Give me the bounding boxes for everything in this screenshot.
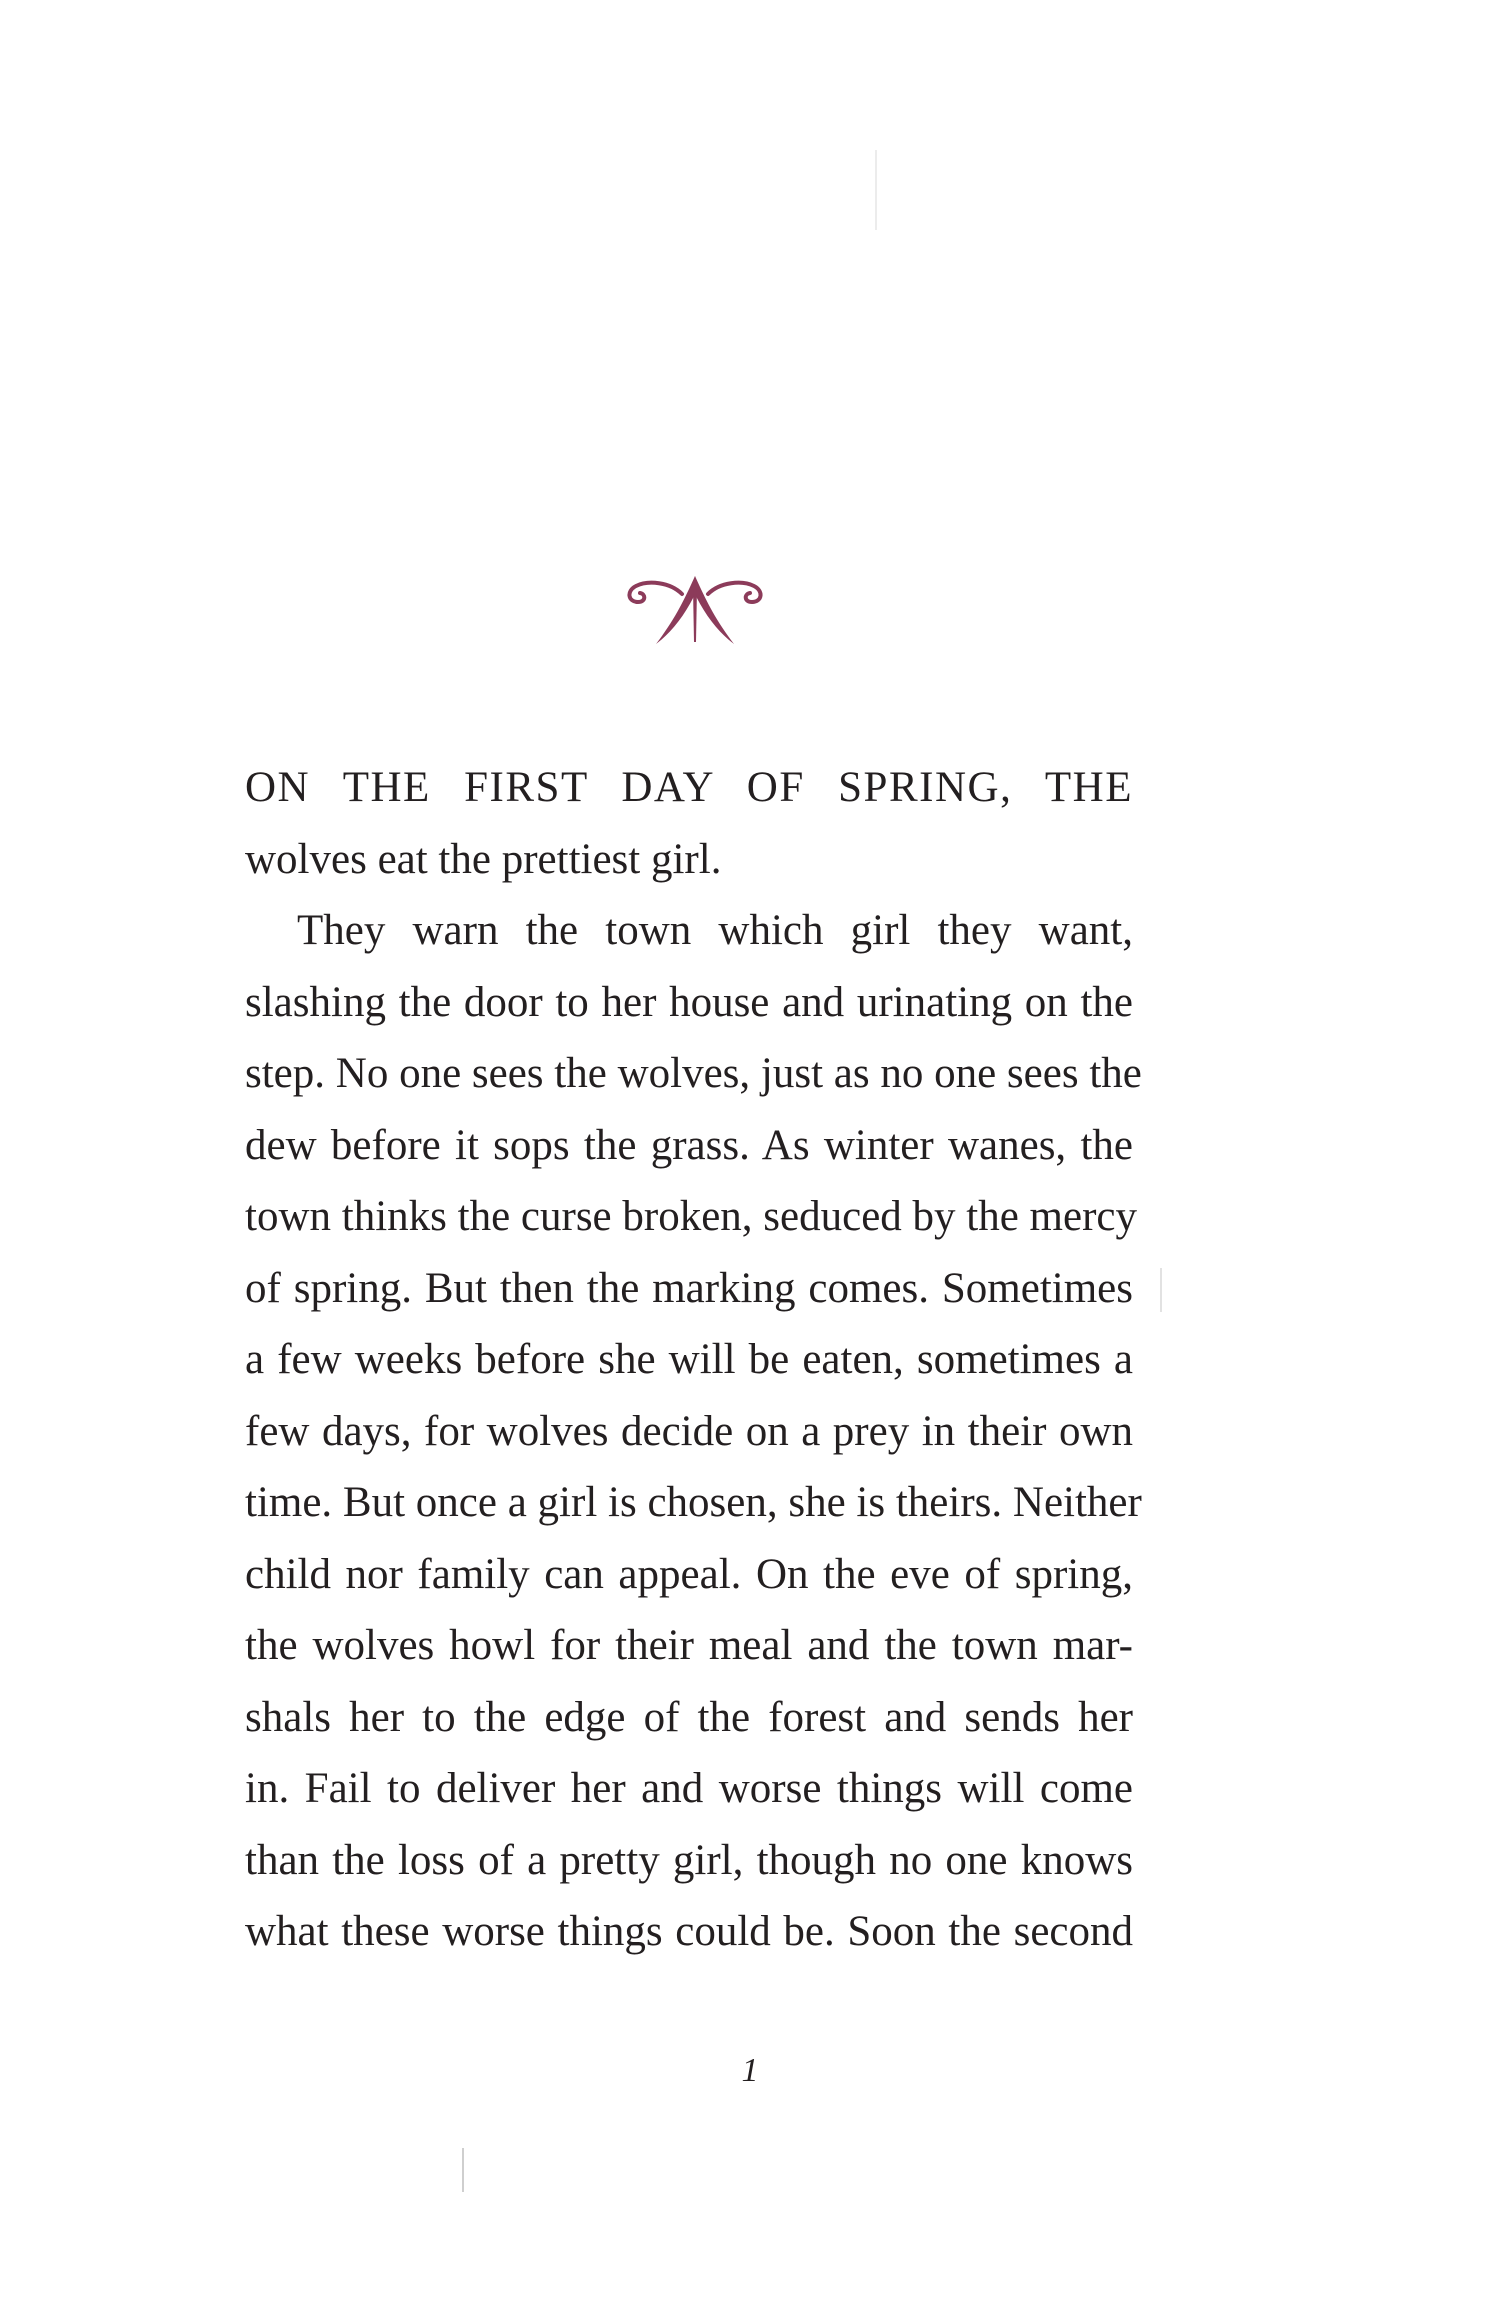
- text-line-11: time. But once a girl is chosen, she is theirs. Neither: [245, 1479, 1142, 1526]
- text-line-4: slashing the door to her house and urinating on the: [245, 978, 1133, 1026]
- text-line-10: few days, for wolves decide on a prey in their own: [245, 1407, 1133, 1455]
- scan-speck: [875, 150, 877, 230]
- text-line-7: town thinks the curse broken, seduced by the mercy: [245, 1193, 1137, 1240]
- text-line-12: child nor family can appeal. On the eve of spring,: [245, 1550, 1133, 1598]
- text-line-13: the wolves howl for their meal and the town mar-: [245, 1622, 1133, 1669]
- text-line-1: ON THE FIRST DAY OF SPRING, THE: [245, 764, 1133, 811]
- scan-speck: [1160, 1268, 1162, 1312]
- text-line-9: a few weeks before she will be eaten, sometimes a: [245, 1336, 1133, 1383]
- fleuron-ornament-icon: [620, 572, 770, 648]
- text-line-14: shals her to the edge of the forest and sends her: [245, 1693, 1133, 1741]
- scan-speck: [462, 2148, 464, 2192]
- chapter-opening-text: [245, 752, 1142, 1968]
- text-line-6: dew before it sops the grass. As winter wanes, the: [245, 1121, 1133, 1169]
- text-line-2: wolves eat the prettiest girl.: [245, 835, 722, 883]
- text-line-17: what these worse things could be. Soon the second: [245, 1908, 1133, 1955]
- text-line-8: of spring. But then the marking comes. Sometimes: [245, 1264, 1133, 1312]
- page-number: 1: [741, 2052, 759, 2089]
- text-line-16: than the loss of a pretty girl, though no one knows: [245, 1836, 1133, 1884]
- text-line-15: in. Fail to deliver her and worse things will come: [245, 1765, 1133, 1812]
- text-line-3: They warn the town which girl they want,: [297, 907, 1133, 954]
- text-line-5: step. No one sees the wolves, just as no one sees the: [245, 1050, 1142, 1097]
